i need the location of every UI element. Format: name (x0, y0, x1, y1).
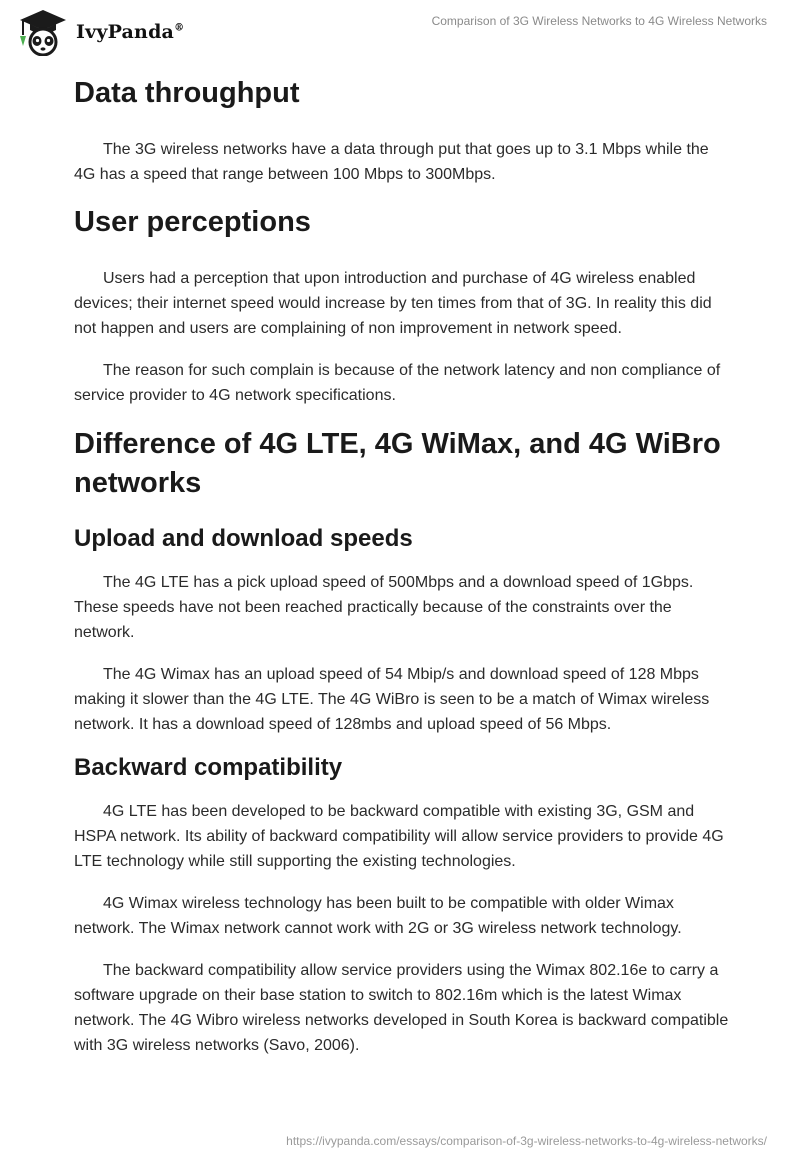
source-url[interactable]: https://ivypanda.com/essays/comparison-of-3g-wireless-networks-to-4g-wireless-networks/ (286, 1134, 767, 1148)
paragraph: The 4G Wimax has an upload speed of 54 Mbip/s and download speed of 128 Mbps making it slower than the 4G LTE. The 4G WiBro is seen to be a match of Wimax wireless network. It has a download speed of 128mbs and upload speed of 56 Mbps. (74, 666, 710, 733)
paragraph: 4G LTE has been developed to be backward compatible with existing 3G, GSM and HSPA network. Its ability of backward compatibility will allow service providers to provide 4G LTE technology while still supporting the existing technologies. (74, 803, 724, 870)
heading-upload-download: Upload and download speeds (74, 525, 413, 552)
panda-graduate-icon (16, 8, 70, 56)
heading-user-perceptions: User perceptions (74, 206, 311, 238)
ivypanda-logo[interactable] (16, 8, 184, 56)
paragraph: The 3G wireless networks have a data through put that goes up to 3.1 Mbps while the 4G has a speed that range between 100 Mbps to 300Mbps. (74, 141, 709, 183)
essay-content (74, 72, 734, 1058)
paragraph: Users had a perception that upon introduction and purchase of 4G wireless enabled devices; their internet speed would increase by ten times from that of 3G. In reality this did not happen and users are complaining of non improvement in network speed. (74, 270, 712, 337)
paragraph: The 4G LTE has a pick upload speed of 500Mbps and a download speed of 1Gbps. These speeds have not been reached practically because of the constraints over the network. (74, 574, 694, 641)
paragraph: The reason for such complain is because of the network latency and non compliance of service provider to 4G network specifications. (74, 362, 721, 404)
heading-backward-compatibility: Backward compatibility (74, 754, 343, 781)
paragraph: 4G Wimax wireless technology has been built to be compatible with older Wimax network. The Wimax network cannot work with 2G or 3G wireless network technology. (74, 895, 682, 937)
heading-difference: Difference of 4G LTE, 4G WiMax, and 4G WiBro networks (74, 428, 721, 499)
paragraph: The backward compatibility allow service providers using the Wimax 802.16e to carry a software upgrade on their base station to switch to 802.16m which is the latest Wimax network. The 4G Wibro wireless networks developed in South Korea is backward compatible with 3G wireless networks (Savo, 2006). (74, 962, 729, 1054)
brand-name: IvyPanda® (76, 21, 185, 43)
heading-data-throughput: Data throughput (74, 77, 300, 109)
document-title: Comparison of 3G Wireless Networks to 4G Wireless Networks (431, 14, 767, 28)
